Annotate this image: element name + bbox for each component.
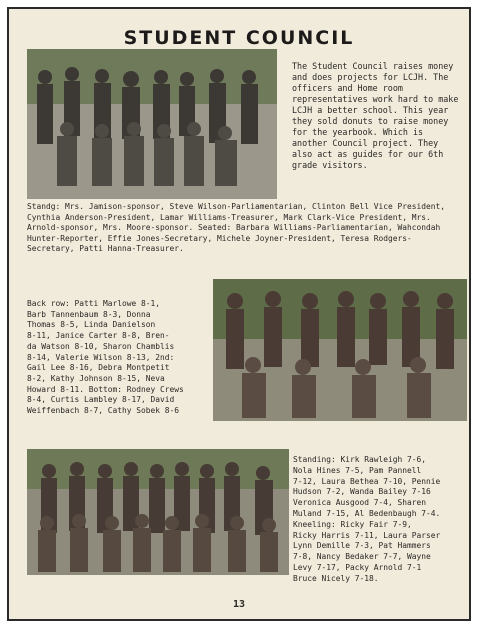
seventh-grade-photo xyxy=(27,449,289,575)
eighth-grade-photo xyxy=(213,279,467,421)
yearbook-page xyxy=(7,7,471,621)
intro-text: The Student Council raises money and does projects for LCJH. The officers and Home room representatives work hard to make LCJH a better school. This year they sold donuts to raise money for the yearbook. Which is another Council project. They also act as guides for our 6th grade visitors. xyxy=(292,61,459,170)
eighth-grade-caption: Back row: Patti Marlowe 8-1, Barb Tannenbaum 8-3, Donna Thomas 8-5, Linda Danielson 8-11, Janice Carter 8-8, Bren- da Watson 8-10, Sharon Chamblis 8-14, Valerie Wilson 8-13, 2nd: Gail Lee 8-16, Debra Montpetit 8-2, Kathy Johnson 8-15, Neva Howard 8-11. Bottom: Rodney Crews 8-4, Curtis Lambley 8-17, David Weiffenbach 8-7, Cathy Sobek 8-6 xyxy=(27,299,184,416)
student-council-photo xyxy=(27,49,277,199)
page-number: 13 xyxy=(232,599,246,610)
seventh-grade-caption: Standing: Kirk Rawleigh 7-6, Nola Hines 7-5, Pam Pannell 7-12, Laura Bethea 7-10, Pennie Hudson 7-2, Wanda Bailey 7-16 Veronica Ausgood 7-4, Sharen Muland 7-15, Al Bedenbaugh 7-4. Kneeling: Ricky Fair 7-9, Ricky Harris 7-11, Laura Parser Lynn Demille 7-3, Pat Hammers 7-8, Nancy Bedaker 7-7, Wayne Levy 7-17, Packy Arnold 7-1 Bruce Nicely 7-18. xyxy=(293,455,441,583)
council-caption: Standg: Mrs. Jamison-sponsor, Steve Wilson-Parliamentarian, Clinton Bell Vice President, Cynthia Anderson-President, Lamar Williams-Treasurer, Mark Clark-Vice President, Mrs. Arnold-sponsor, Mrs. Moore-sponsor. Seated: Barbara Williams-Parliamentarian, Wahcondah Hunter-Reporter, Effie Jones-Secretary, Michele Joyner-President, Teresa Rodgers-Secretary, Patti Hanna-Treasurer. xyxy=(27,202,446,254)
page-title: STUDENT COUNCIL xyxy=(123,27,355,49)
